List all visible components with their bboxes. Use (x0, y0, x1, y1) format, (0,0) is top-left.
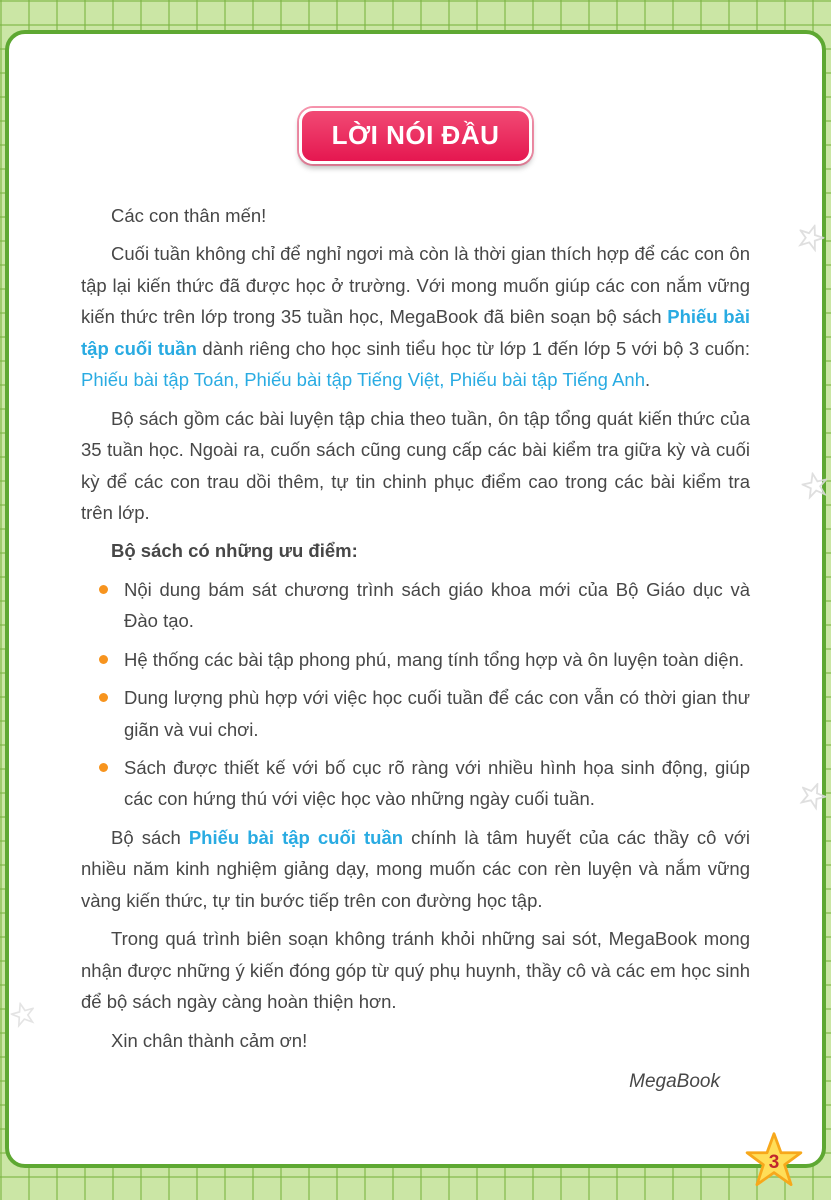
closing-line: Xin chân thành cảm ơn! (111, 1029, 308, 1051)
paragraph-dedication: Bộ sách Phiếu bài tập cuối tuần chính là tâm huyết của các thầy cô với nhiều năm kinh nghiệm giảng dạy, mong muốn các con rèn luyện và nắm vững vàng kiến thức, tự tin bước tiếp trên con đường học tập. (81, 826, 750, 911)
page-sheet (5, 30, 826, 1168)
list-item: Dung lượng phù hợp với việc học cuối tuần để các con vẫn có thời gian thư giãn và vui chơi. (81, 682, 750, 745)
bullet-icon (99, 763, 108, 772)
bullet-icon (99, 693, 108, 702)
bullet-icon (99, 585, 108, 594)
list-item: Hệ thống các bài tập phong phú, mang tính tổng hợp và ôn luyện toàn diện. (81, 644, 750, 675)
author-signature: MegaBook (629, 1070, 720, 1092)
bullet-icon (99, 655, 108, 664)
series-title: Phiếu bài tập cuối tuần (188, 826, 404, 848)
paragraph-feedback: Trong quá trình biên soạn không tránh khỏi những sai sót, MegaBook mong nhận được những ý kiến đóng góp từ quý phụ huynh, thầy cô và các em học sinh để bộ sách ngày càng hoàn thiện hơn. (81, 928, 750, 1013)
page-number: 3 (768, 1152, 780, 1173)
page-title: LỜI NÓI ĐẦU (299, 108, 533, 164)
features-list (81, 574, 750, 815)
book-list: Phiếu bài tập Toán, Phiếu bài tập Tiếng Việt, Phiếu bài tập Tiếng Anh (81, 369, 645, 391)
list-item: Nội dung bám sát chương trình sách giáo khoa mới của Bộ Giáo dục và Đào tạo. (81, 574, 750, 637)
page-number-star (745, 1132, 803, 1188)
list-item: Sách được thiết kế với bố cục rõ ràng với nhiều hình họa sinh động, giúp các con hứng thú với việc học vào những ngày cuối tuần. (81, 752, 750, 815)
series-title: Phiếu bài tập cuối tuần (81, 306, 750, 359)
page-content (9, 164, 822, 1056)
paragraph-intro: Cuối tuần không chỉ để nghỉ ngơi mà còn là thời gian thích hợp để các con ôn tập lại kiến thức đã được học ở trường. Với mong muốn giúp các con nắm vững kiến thức trên lớp trong 35 tuần học, MegaBook đã biên soạn bộ sách Phiếu bài tập cuối tuần dành riêng cho học sinh tiểu học từ lớp 1 đến lớp 5 với bộ 3 cuốn: Phiếu bài tập Toán, Phiếu bài tập Tiếng Việt, Phiếu bài tập Tiếng Anh. (81, 243, 750, 391)
greeting-line: Các con thân mến! (111, 205, 267, 226)
paragraph-overview: Bộ sách gồm các bài luyện tập chia theo tuần, ôn tập tổng quát kiến thức của 35 tuần học. Ngoài ra, cuốn sách cũng cung cấp các bài kiểm tra giữa kỳ và cuối kỳ để các con trau dồi thêm, tự tin chinh phục điểm cao trong các bài kiểm tra trên lớp. (81, 407, 750, 523)
features-heading: Bộ sách có những ưu điểm: (111, 540, 358, 562)
